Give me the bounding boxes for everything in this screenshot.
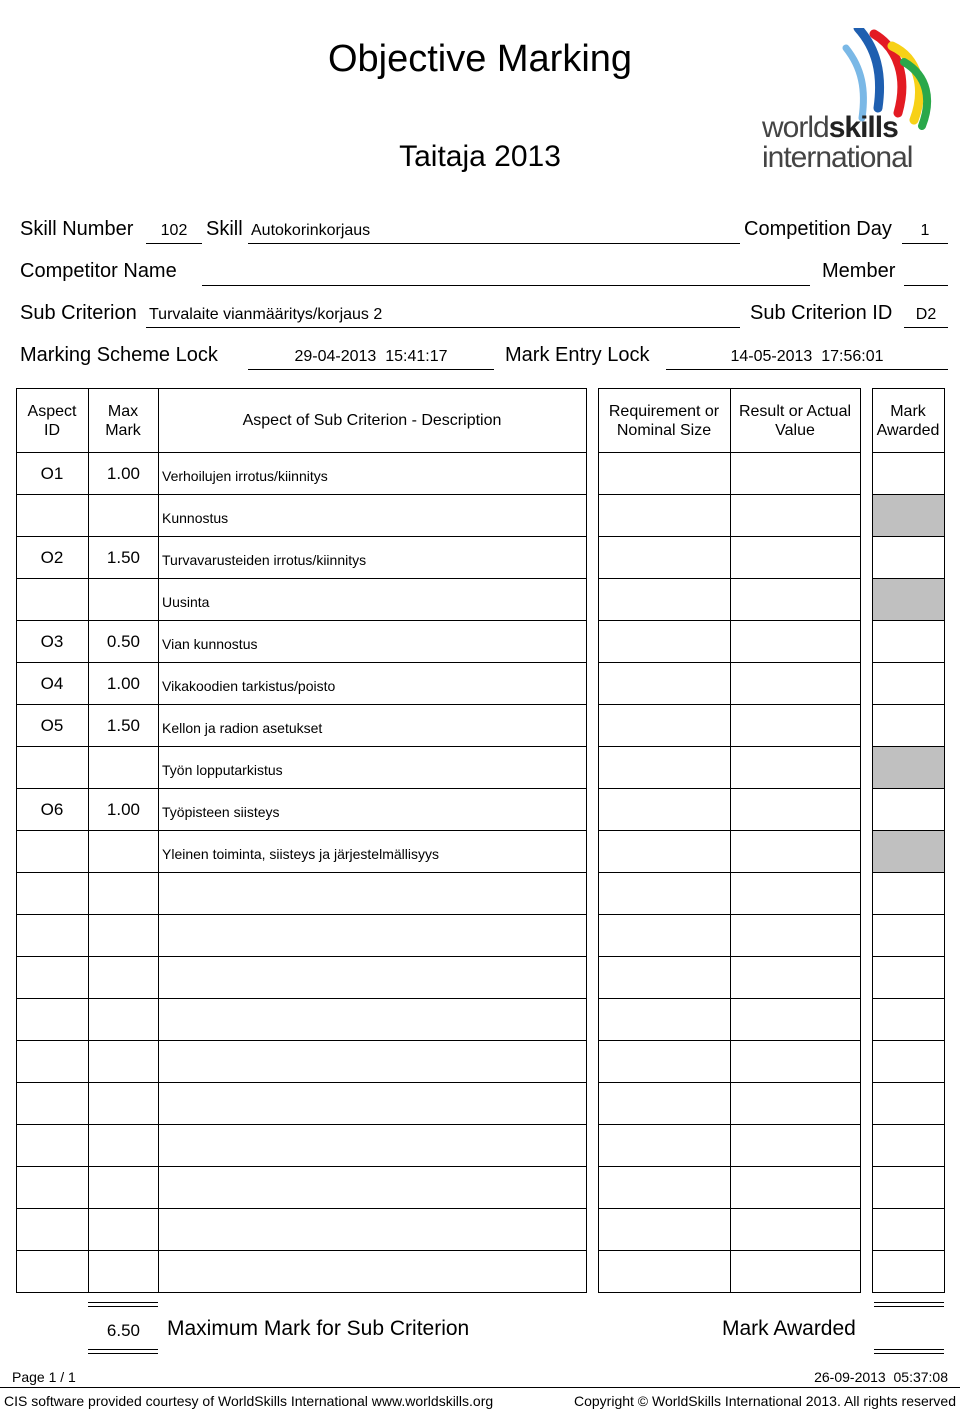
max-mark: 1.50: [106, 716, 140, 735]
aspect-description: Kellon ja radion asetukset: [162, 720, 323, 736]
footer-divider: [0, 1387, 960, 1388]
requirement-cell[interactable]: [599, 789, 730, 830]
result-cell[interactable]: [731, 831, 860, 872]
aspect-description: Kunnostus: [162, 510, 229, 526]
mark-awarded-cell[interactable]: [873, 537, 944, 578]
sub-criterion-value: Turvalaite vianmääritys/korjaus 2: [149, 306, 383, 323]
aspect-description: Työn lopputarkistus: [162, 762, 283, 778]
max-total-value: 6.50: [106, 1321, 140, 1340]
requirement-cell[interactable]: [599, 831, 730, 872]
result-cell[interactable]: [731, 579, 860, 620]
requirement-cell[interactable]: [599, 705, 730, 746]
result-cell[interactable]: [731, 957, 860, 998]
competitor-name-label: Competitor Name: [20, 260, 177, 282]
aspect-description: Vikakoodien tarkistus/poisto: [162, 678, 336, 694]
result-cell[interactable]: [731, 663, 860, 704]
logo-text-international: international: [762, 141, 913, 174]
result-cell[interactable]: [731, 873, 860, 914]
requirement-cell[interactable]: [599, 453, 730, 494]
aspect-id: O1: [40, 464, 64, 483]
aspect-id: O5: [40, 716, 64, 735]
max-mark: 1.00: [106, 674, 140, 693]
page-title: Objective Marking: [327, 38, 633, 80]
header-aspect-id: Aspect ID: [27, 403, 77, 439]
requirement-cell[interactable]: [599, 747, 730, 788]
requirement-cell[interactable]: [599, 1251, 730, 1292]
max-mark: 1.00: [106, 464, 140, 483]
result-cell[interactable]: [731, 1125, 860, 1166]
mark-awarded-cell[interactable]: [873, 663, 944, 704]
aspect-id: O2: [40, 548, 64, 567]
header-max-mark: Max Mark: [105, 403, 141, 439]
mark-awarded-cell[interactable]: [873, 957, 944, 998]
aspect-description: Verhoilujen irrotus/kiinnitys: [162, 468, 328, 484]
aspect-description: Yleinen toiminta, siisteys ja järjestelmällisyys: [162, 846, 439, 862]
skill-number-label: Skill Number: [20, 218, 134, 240]
header-requirement: Requirement or Nominal Size: [608, 403, 720, 439]
mark-awarded-cell[interactable]: [873, 915, 944, 956]
result-cell[interactable]: [731, 1083, 860, 1124]
mark-awarded-cell[interactable]: [873, 1251, 944, 1292]
mark-awarded-label: Mark Awarded: [722, 1317, 856, 1340]
logo-text-world: world: [762, 111, 829, 144]
result-cell[interactable]: [731, 453, 860, 494]
aspect-id: O3: [40, 632, 64, 651]
competition-name: Taitaja 2013: [399, 140, 561, 173]
mark-awarded-cell[interactable]: [873, 705, 944, 746]
requirement-cell[interactable]: [599, 999, 730, 1040]
result-cell[interactable]: [731, 747, 860, 788]
header-mark-awarded: Mark Awarded: [876, 403, 940, 439]
max-mark: 1.00: [106, 800, 140, 819]
awarded-rule-bottom-2: [874, 1353, 944, 1354]
courtesy-text: CIS software provided courtesy of WorldSkills International www.worldskills.org: [4, 1393, 494, 1409]
skill-value: Autokorinkorjaus: [251, 222, 371, 239]
result-cell[interactable]: [731, 1209, 860, 1250]
mark-awarded-disabled-cell: [873, 579, 944, 620]
marking-scheme-lock-label: Marking Scheme Lock: [20, 344, 218, 366]
skill-number-value: 102: [160, 222, 188, 239]
mark-entry-lock-value: 14-05-2013 17:56:01: [730, 348, 884, 365]
competition-day-label: Competition Day: [744, 218, 892, 240]
total-rule-bottom-2: [88, 1353, 158, 1354]
requirement-cell[interactable]: [599, 1083, 730, 1124]
grid-box: [17, 389, 587, 1293]
result-cell[interactable]: [731, 1251, 860, 1292]
result-cell[interactable]: [731, 915, 860, 956]
requirement-cell[interactable]: [599, 537, 730, 578]
awarded-rule-top-1: [874, 1302, 944, 1303]
requirement-cell[interactable]: [599, 1167, 730, 1208]
logo-text-skills: skills: [828, 111, 898, 144]
requirement-cell[interactable]: [599, 495, 730, 536]
mark-awarded-cell[interactable]: [873, 1083, 944, 1124]
aspect-description: Turvavarusteiden irrotus/kiinnitys: [162, 552, 367, 568]
member-label: Member: [822, 260, 896, 282]
max-total-label: Maximum Mark for Sub Criterion: [167, 1317, 470, 1340]
copyright-text: Copyright © WorldSkills International 2013. All rights reserved: [573, 1393, 956, 1409]
result-cell[interactable]: [731, 789, 860, 830]
aspect-description: Uusinta: [162, 594, 210, 610]
requirement-cell[interactable]: [599, 873, 730, 914]
requirement-cell[interactable]: [599, 1209, 730, 1250]
requirement-cell[interactable]: [599, 1041, 730, 1082]
requirement-cell[interactable]: [599, 957, 730, 998]
page-number: Page 1 / 1: [12, 1369, 76, 1385]
total-rule-bottom-1: [88, 1349, 158, 1350]
awarded-rule-bottom-1: [874, 1349, 944, 1350]
result-cell[interactable]: [731, 1041, 860, 1082]
mark-awarded-cell[interactable]: [873, 1167, 944, 1208]
mark-awarded-disabled-cell: [873, 831, 944, 872]
aspect-description: Työpisteen siisteys: [162, 804, 280, 820]
requirement-cell[interactable]: [599, 663, 730, 704]
total-rule-top-1: [88, 1302, 158, 1303]
mark-awarded-cell[interactable]: [873, 1125, 944, 1166]
mark-awarded-cell[interactable]: [873, 1209, 944, 1250]
result-cell[interactable]: [731, 495, 860, 536]
requirement-cell[interactable]: [599, 579, 730, 620]
mark-awarded-cell[interactable]: [873, 873, 944, 914]
competition-day-value: 1: [920, 222, 930, 239]
sub-criterion-id-value: D2: [915, 306, 937, 323]
mark-awarded-disabled-cell: [873, 747, 944, 788]
mark-awarded-cell[interactable]: [873, 1041, 944, 1082]
mark-awarded-cell[interactable]: [873, 789, 944, 830]
skill-label: Skill: [206, 218, 243, 240]
result-cell[interactable]: [731, 999, 860, 1040]
result-cell[interactable]: [731, 1167, 860, 1208]
mark-awarded-cell[interactable]: [873, 999, 944, 1040]
mark-awarded-cell[interactable]: [873, 621, 944, 662]
aspect-id: O6: [40, 800, 64, 819]
result-cell[interactable]: [731, 705, 860, 746]
aspect-id: O4: [40, 674, 64, 693]
result-cell[interactable]: [731, 537, 860, 578]
max-mark: 0.50: [106, 632, 140, 651]
aspect-description: Vian kunnostus: [162, 636, 258, 652]
requirement-cell[interactable]: [599, 1125, 730, 1166]
requirement-cell[interactable]: [599, 621, 730, 662]
total-rule-top-2: [88, 1306, 158, 1307]
awarded-rule-top-2: [874, 1306, 944, 1307]
max-mark: 1.50: [106, 548, 140, 567]
mark-awarded-cell[interactable]: [873, 453, 944, 494]
header-result: Result or Actual Value: [738, 403, 852, 439]
marking-scheme-lock-value: 29-04-2013 15:41:17: [294, 348, 448, 365]
mark-awarded-disabled-cell: [873, 495, 944, 536]
result-cell[interactable]: [731, 621, 860, 662]
printed-timestamp: 26-09-2013 05:37:08: [814, 1369, 948, 1385]
sub-criterion-label: Sub Criterion: [20, 302, 137, 324]
sub-criterion-id-label: Sub Criterion ID: [750, 302, 893, 324]
header-description: Aspect of Sub Criterion - Description: [242, 412, 502, 429]
requirement-cell[interactable]: [599, 915, 730, 956]
mark-entry-lock-label: Mark Entry Lock: [505, 344, 650, 366]
